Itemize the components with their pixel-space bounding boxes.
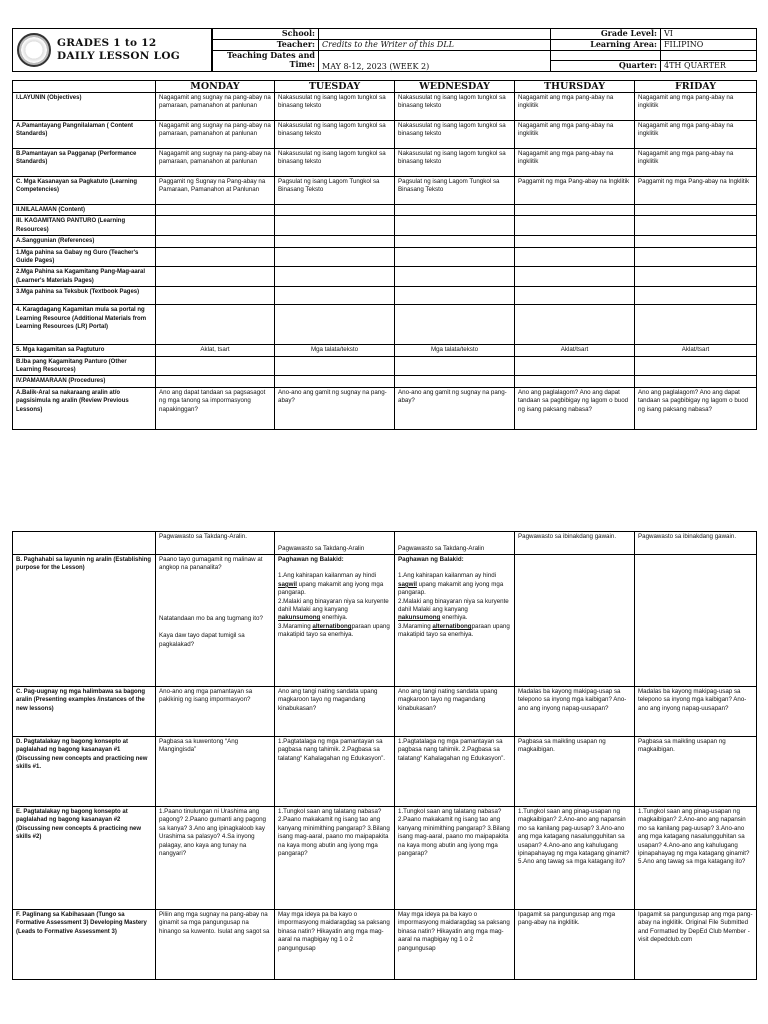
table-cell: May mga ideya pa ba kayo o impormasyong maidaragdag sa paksang binasa natin? Hikayatin ang mga mag-aaral na magbigay ng 1 o 2 pangungusap — [275, 910, 395, 980]
table-cell — [395, 236, 515, 247]
table-row — [13, 356, 757, 376]
table-cell: Mga talata/teksto — [395, 345, 515, 356]
school-value — [319, 29, 551, 40]
table-cell — [275, 376, 395, 387]
table-cell: Ano-ano ang gamit ng sugnay na pang-abay? — [395, 387, 515, 429]
table-cell: Nagagamit ang mga pang-abay na ingklitik — [635, 121, 757, 149]
table-cell: 1.Pagtatalaga ng mga pamantayan sa pagbasa nang tahimik. 2.Pagbasa sa talatang“ Kahalagahan ng Edukasyon”. — [395, 737, 515, 807]
table-cell: Pagwawasto sa ibinakdang gawain. — [515, 532, 635, 555]
table-cell — [515, 236, 635, 247]
day-header: MONDAY — [156, 81, 275, 93]
lesson-log-header — [12, 28, 756, 72]
table-cell: Nakasusulat ng isang lagom tungkol sa binasang teksto — [395, 93, 515, 121]
table-cell: Pagsulat ng isang Lagom Tungkol sa Binasang Teksto — [395, 177, 515, 205]
table-cell: Paano tayo gumagamit ng malinaw at angkop na pananalita? Natatandaan mo ba ang tugmang ito? Kaya daw tayo dapat tumigil sa pagkalakad? — [156, 555, 275, 687]
table-cell: Ano ang dapat tandaan sa pagsasagot ng mga tanong sa impormasyong napakinggan? — [156, 387, 275, 429]
table-cell — [395, 267, 515, 287]
table-cell: Madalas ba kayong makipag-usap sa telepono sa inyong mga kaibigan? Ano-ano ang inyong napag-uusapan? — [515, 687, 635, 737]
table-row — [13, 177, 757, 205]
teaching-dates-value: MAY 8-12, 2023 (WEEK 2) — [319, 50, 551, 71]
table-cell — [156, 356, 275, 376]
table-cell — [515, 287, 635, 305]
table-cell: Nagagamit ang mga pang-abay na ingklitik — [515, 121, 635, 149]
row-label: 2.Mga Pahina sa Kagamitang Pang-Mag-aaral (Learner's Materials Pages) — [13, 267, 156, 287]
school-label: School: — [213, 29, 319, 40]
table-cell — [635, 247, 757, 267]
row-label: C. Pag-uugnay ng mga halimbawa sa bagong aralin (Presenting examples /instances of the new lessons) — [13, 687, 156, 737]
table-cell — [635, 555, 757, 687]
table-cell: Mga talata/teksto — [275, 345, 395, 356]
table-cell — [156, 376, 275, 387]
row-label: IV.PAMAMARAAN (Procedures) — [13, 376, 156, 387]
logo-box — [12, 28, 212, 72]
table-cell: Ano-ano ang mga pamantayan sa pakikinig ng isang impormasyon? — [156, 687, 275, 737]
table-cell — [635, 216, 757, 236]
table-row — [13, 555, 757, 687]
table-cell — [156, 247, 275, 267]
table-cell: Nagagamit ang sugnay na pang-abay na pamaraan, pamanahon at panlunan — [156, 121, 275, 149]
table-cell — [395, 356, 515, 376]
row-label: 1.Mga pahina sa Gabay ng Guro (Teacher's Guide Pages) — [13, 247, 156, 267]
table-cell: 1.Paano tinulungan ni Urashima ang pagong? 2.Paano gumanti ang pagong sa kanya? 3.Ano ang ipinagkaloob kay Urashima sa palasyo? 4.Sa inyong palagay, ano kaya ang tunay na nangyari? — [156, 807, 275, 910]
row-label: D. Pagtatalakay ng bagong konsepto at paglalahad ng bagong kasanayan #1 (Discussing new concepts and practicing new skills #1. — [13, 737, 156, 807]
table-row — [13, 910, 757, 980]
table-cell — [395, 247, 515, 267]
table-cell: Ano ang paglalagom? Ano ang dapat tandaan sa pagbibigay ng lagom o buod ng isang paksang nabasa? — [515, 387, 635, 429]
table-cell: Pagsulat ng isang Lagom Tungkol sa Binasang Teksto — [275, 177, 395, 205]
table-row — [13, 532, 757, 555]
day-header: WEDNESDAY — [395, 81, 515, 93]
table-cell — [515, 216, 635, 236]
table-cell — [156, 216, 275, 236]
table-row — [13, 305, 757, 345]
table-cell — [515, 376, 635, 387]
row-label: 3.Mga pahina sa Teksbuk (Textbook Pages) — [13, 287, 156, 305]
table-cell — [515, 205, 635, 216]
table-cell — [156, 267, 275, 287]
table-cell — [635, 305, 757, 345]
table-cell — [635, 205, 757, 216]
table-cell — [395, 205, 515, 216]
table-row — [13, 247, 757, 267]
table-cell: Nagagamit ang mga pang-abay na ingklitik — [515, 149, 635, 177]
table-cell — [275, 205, 395, 216]
table-row — [13, 121, 757, 149]
table-cell — [275, 247, 395, 267]
table-cell — [395, 305, 515, 345]
table-cell — [395, 287, 515, 305]
table-cell: Ano-ano ang gamit ng sugnay na pang-abay? — [275, 387, 395, 429]
table-cell: Pagbasa sa maikling usapan ng magkaibigan. — [515, 737, 635, 807]
table-cell: Ipagamit sa pangungusap ang mga pang-abay na ingklitik. Original File Submitted and Formatted by DepEd Club Member - visit depedclub.com — [635, 910, 757, 980]
day-header: TUESDAY — [275, 81, 395, 93]
table-row — [13, 737, 757, 807]
row-label — [13, 532, 156, 555]
table-cell: Nakasusulat ng isang lagom tungkol sa binasang teksto — [275, 93, 395, 121]
table-cell — [275, 216, 395, 236]
table-cell: Aklat, tsart — [156, 345, 275, 356]
lesson-table-1 — [12, 80, 757, 430]
row-label: I.LAYUNIN (Objectives) — [13, 93, 156, 121]
table-cell: Aklat/tsart — [515, 345, 635, 356]
table-cell — [515, 356, 635, 376]
grade-level-value: VI — [661, 29, 757, 40]
table-row — [13, 93, 757, 121]
row-label: III. KAGAMITANG PANTURO (Learning Resources) — [13, 216, 156, 236]
quarter-value: 4TH QUARTER — [661, 61, 757, 72]
table-cell — [635, 356, 757, 376]
table-cell: Pagbasa sa kuwentong “Ang Mangingisda” — [156, 737, 275, 807]
table-cell — [156, 236, 275, 247]
lesson-table-2 — [12, 531, 757, 980]
table-cell: Pagwawasto sa ibinakdang gawain. — [635, 532, 757, 555]
table-cell: Pagwawasto sa Takdang-Aralin — [395, 532, 515, 555]
table-cell: Paggamit ng mga Pang-abay na Ingklitik — [635, 177, 757, 205]
table-cell: May mga ideya pa ba kayo o impormasyong maidaragdag sa paksang binasa natin? Hikayatin ang mga mag-aaral na magbigay ng 1 o 2 pangungusap — [395, 910, 515, 980]
table-cell: Nakasusulat ng isang lagom tungkol sa binasang teksto — [395, 121, 515, 149]
table-cell — [275, 287, 395, 305]
deped-seal-icon — [17, 33, 51, 67]
table-cell: 1.Tungkol saan ang talatang nabasa? 2.Paano makakamit ng isang tao ang kanyang minimithing pangarap? 3.Bilang isang mag-aaral, paano mo maipapakita na kaya mong abutin ang iyong mga pangarap? — [275, 807, 395, 910]
grade-level-label: Grade Level: — [551, 29, 661, 40]
table-cell: Pagwawasto sa Takdang-Aralin — [275, 532, 395, 555]
table-cell: Nagagamit ang sugnay na pang-abay na pamaraan, pamanahon at panlunan — [156, 149, 275, 177]
table-cell: Madalas ba kayong makipag-usap sa telepono sa inyong mga kaibigan? Ano-ano ang inyong napag-uusapan? — [635, 687, 757, 737]
table-cell — [515, 305, 635, 345]
table-cell — [275, 305, 395, 345]
table-cell — [635, 376, 757, 387]
table-cell — [635, 236, 757, 247]
table-cell — [156, 305, 275, 345]
table-cell: Nagagamit ang mga pang-abay na ingklitik — [515, 93, 635, 121]
table-cell — [395, 376, 515, 387]
table-cell: Nagagamit ang mga pang-abay na ingklitik — [635, 149, 757, 177]
day-header: THURSDAY — [515, 81, 635, 93]
table-row — [13, 287, 757, 305]
table-cell: 1.Tungkol saan ang pinag-usapan ng magkaibigan? 2.Ano-ano ang napansin mo sa kanilang pag-uusap? 3.Ano-ano ang mga katagang nasalungguhitan sa usapan? 4.Ano-ano ang kahulugang ipinapahayag ng mga katagang ginamit? 5.Ano ang tawag sa mga katagang ito? — [635, 807, 757, 910]
teacher-value: Credits to the Writer of this DLL — [319, 39, 551, 50]
learning-area-value: FILIPINO — [661, 39, 757, 50]
lesson-plan-table-part1 — [12, 80, 756, 430]
learning-area-label: Learning Area: — [551, 39, 661, 50]
table-cell: Nakasusulat ng isang lagom tungkol sa binasang teksto — [395, 149, 515, 177]
day-header: FRIDAY — [635, 81, 757, 93]
row-label: 5. Mga kagamitan sa Pagtuturo — [13, 345, 156, 356]
table-row — [13, 376, 757, 387]
table-cell — [515, 555, 635, 687]
table-cell: Pagwawasto sa Takdang-Aralin. — [156, 532, 275, 555]
row-label: A.Sanggunian (References) — [13, 236, 156, 247]
row-label: B.Pamantayan sa Pagganap (Performance Standards) — [13, 149, 156, 177]
row-label: A.Pamantayang Pangnilalaman ( Content Standards) — [13, 121, 156, 149]
row-label: II.NILALAMAN (Content) — [13, 205, 156, 216]
table-row — [13, 387, 757, 429]
table-row — [13, 216, 757, 236]
table-cell — [395, 216, 515, 236]
table-cell — [275, 236, 395, 247]
document-title: GRADES 1 to 12 DAILY LESSON LOG — [57, 37, 181, 62]
table-cell: Paghawan ng Balakid: 1.Ang kahirapan kailanman ay hindi sagwil upang makamit ang iyong mga pangarap. 2.Malaki ang binayaran niya sa kuryente dahil Malaki ang kanyang nakunsumong enerhiya. 3.Maraming alternatibongparaan upang makatipid tayo sa enerhiya. — [395, 555, 515, 687]
day-header-row — [13, 81, 757, 93]
table-cell — [635, 267, 757, 287]
table-cell: Nakasusulat ng isang lagom tungkol sa binasang teksto — [275, 149, 395, 177]
lesson-plan-table-part2 — [12, 531, 756, 980]
table-cell: Ano ang tangi nating sandata upang magkaroon tayo ng magandang kinabukasan? — [395, 687, 515, 737]
table-cell — [515, 267, 635, 287]
table-cell — [156, 205, 275, 216]
row-label: 4. Karagdagang Kagamitan mula sa portal ng Learning Resource (Additional Materials from Learning Resources (LR) Portal) — [13, 305, 156, 345]
table-cell: 1.Pagtatalaga ng mga pamantayan sa pagbasa nang tahimik. 2.Pagbasa sa talatang“ Kahalagahan ng Edukasyon”. — [275, 737, 395, 807]
table-row — [13, 267, 757, 287]
table-cell: 1.Tungkol saan ang talatang nabasa? 2.Paano makakamit ng isang tao ang kanyang minimithing pangarap? 3.Bilang isang mag-aaral, paano mo maipapakita na kaya mong abutin ang iyong mga pangarap? — [395, 807, 515, 910]
table-row — [13, 807, 757, 910]
row-label: B.Iba pang Kagamitang Panturo (Other Learning Resources) — [13, 356, 156, 376]
table-cell: Paggamit ng mga Pang-abay na Ingklitik — [515, 177, 635, 205]
table-cell — [275, 267, 395, 287]
teacher-label: Teacher: — [213, 39, 319, 50]
table-cell: Piliin ang mga sugnay na pang-abay na ginamit sa mga pangungusap na hinango sa kuwento. Isulat ang sagot sa — [156, 910, 275, 980]
table-cell — [515, 247, 635, 267]
table-cell: 1.Tungkol saan ang pinag-usapan ng magkaibigan? 2.Ano-ano ang napansin mo sa kanilang pag-uusap? 3.Ano-ano ang mga katagang nasalungguhitan sa usapan? 4.Ano-ano ang kahulugang ipinapahayag ng mga katagang ginamit? 5.Ano ang tawag sa mga katagang ito? — [515, 807, 635, 910]
table-cell — [635, 287, 757, 305]
table-cell: Ano ang tangi nating sandata upang magkaroon tayo ng magandang kinabukasan? — [275, 687, 395, 737]
table-row — [13, 149, 757, 177]
table-cell: Nagagamit ang mga pang-abay na ingklitik — [635, 93, 757, 121]
table-cell — [275, 356, 395, 376]
table-cell: Ano ang paglalagom? Ano ang dapat tandaan sa pagbibigay ng lagom o buod ng isang paksang nabasa? — [635, 387, 757, 429]
row-label: E. Pagtatalakay ng bagong konsepto at paglalahad ng bagong kasanayan #2 (Discussing new concepts & practicing new skills #2) — [13, 807, 156, 910]
teaching-dates-label: Teaching Dates and Time: — [213, 50, 319, 71]
table-cell: Pagbasa sa maikling usapan ng magkaibigan. — [635, 737, 757, 807]
header-info-table — [212, 28, 757, 72]
table-row — [13, 345, 757, 356]
table-cell — [156, 287, 275, 305]
table-row — [13, 687, 757, 737]
row-label: C. Mga Kasanayan sa Pagkatuto (Learning Competencies) — [13, 177, 156, 205]
table-cell: Paghawan ng Balakid: 1.Ang kahirapan kailanman ay hindi sagwil upang makamit ang iyong mga pangarap. 2.Malaki ang binayaran niya sa kuryente dahil Malaki ang kanyang nakunsumong enerhiya. 3.Maraming alternatibongparaan upang makatipid tayo sa enerhiya. — [275, 555, 395, 687]
table-row — [13, 205, 757, 216]
row-label: B. Paghahabi sa layunin ng aralin (Establishing purpose for the Lesson) — [13, 555, 156, 687]
table-cell: Ipagamit sa pangungusap ang mga pang-abay na ingklitik. — [515, 910, 635, 980]
table-cell: Nagagamit ang sugnay na pang-abay na pamaraan, pamanahon at panlunan — [156, 93, 275, 121]
table-cell: Aklat/tsart — [635, 345, 757, 356]
table-row — [13, 236, 757, 247]
row-label: F. Paglinang sa Kabihasaan (Tungo sa Formative Assessment 3) Developing Mastery (Leads to Formative Assessment 3) — [13, 910, 156, 980]
table-cell: Nakasusulat ng isang lagom tungkol sa binasang teksto — [275, 121, 395, 149]
row-label: A.Balik-Aral sa nakaraang aralin at/o pagsisimula ng aralin (Review Previous Lessons) — [13, 387, 156, 429]
table-cell: Paggamit ng Sugnay na Pang-abay na Pamaraan, Pamanahon at Panlunan — [156, 177, 275, 205]
quarter-label: Quarter: — [551, 61, 661, 72]
